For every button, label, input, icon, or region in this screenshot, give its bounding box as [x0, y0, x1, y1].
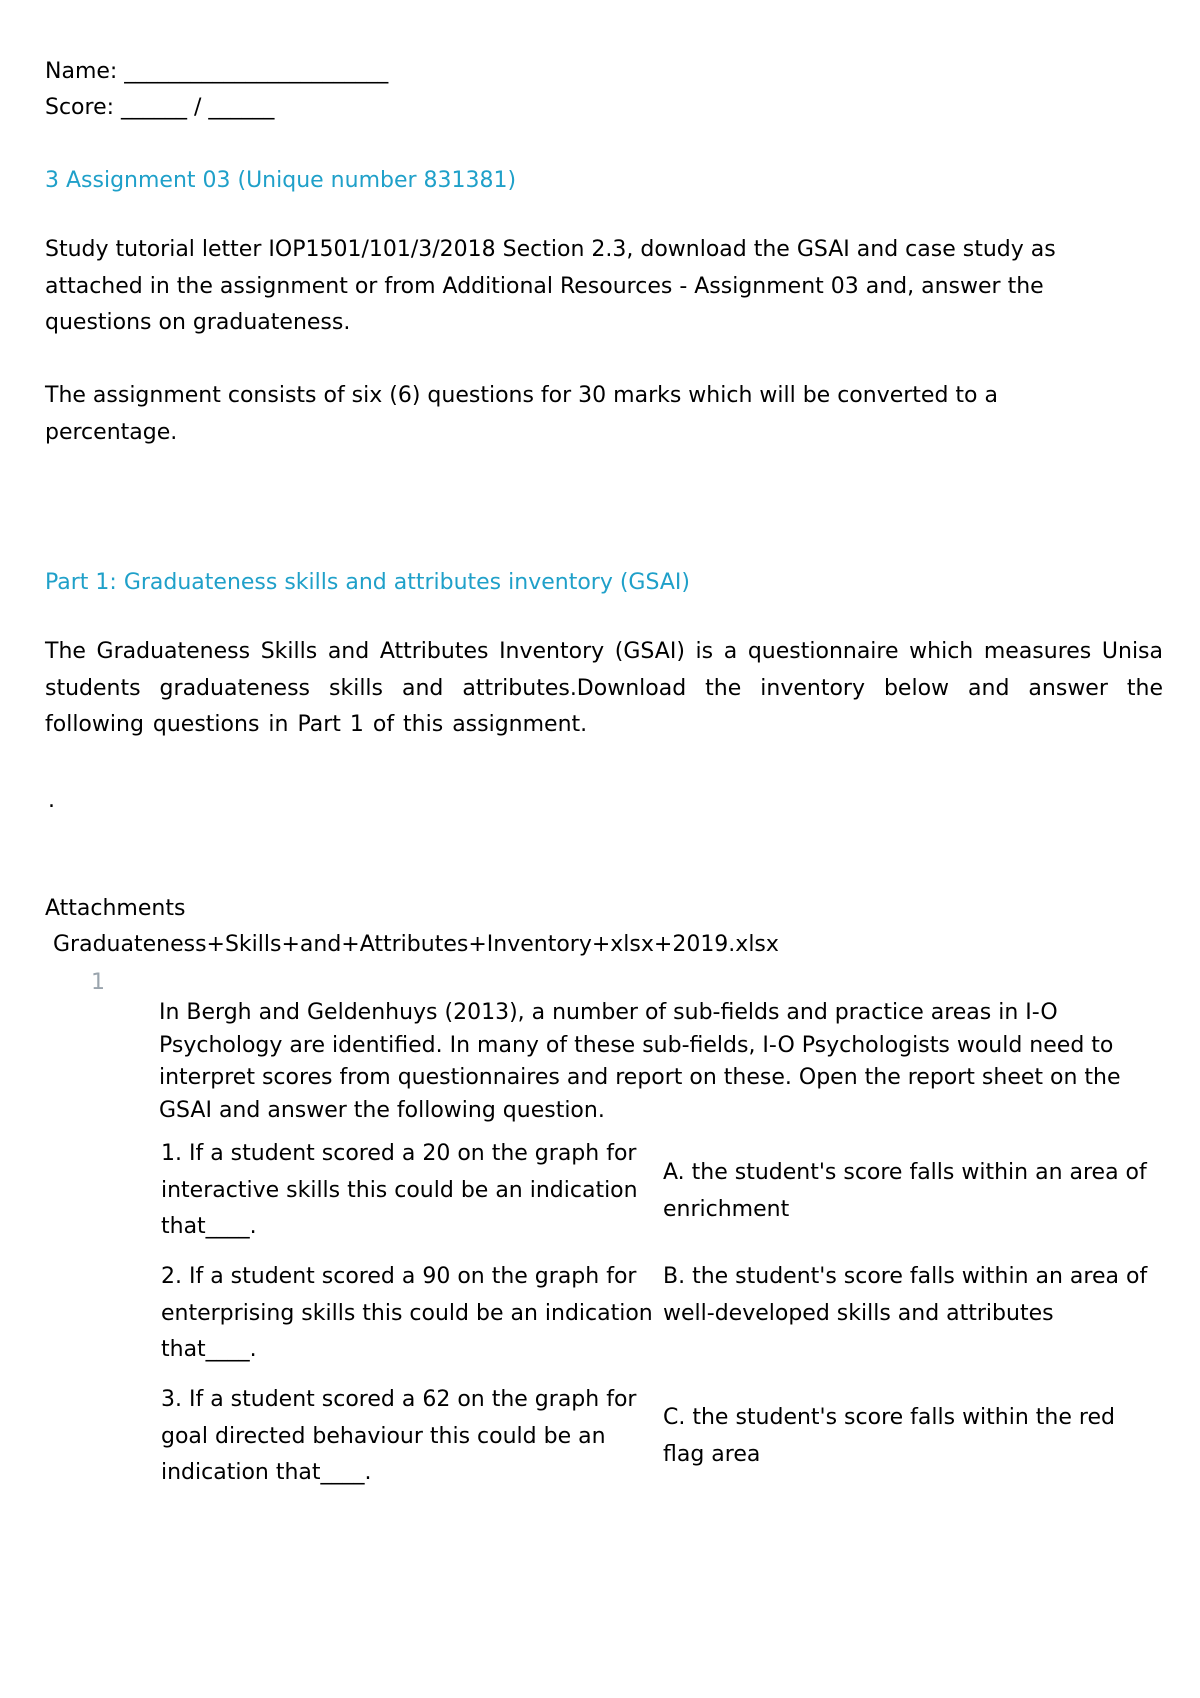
part1-description: The Graduateness Skills and Attributes Inventory (GSAI) is a questionnaire which measures Unisa students graduateness skills and attributes.Download the inventory below and answer the following questions in Part 1 of this assignment.: [45, 639, 1163, 737]
part1-title: Part 1: Graduateness skills and attributes inventory (GSAI): [45, 570, 690, 595]
question-intro: In Bergh and Geldenhuys (2013), a number of sub-fields and practice areas in I-O Psychology are identified. In many of these sub-fields, I-O Psychologists would need to interpret scores from questionnaires and report on these. Open the report sheet on the GSAI and answer the following question.: [159, 1000, 1121, 1123]
match-answer-a: A. the student's score falls within an area of enrichment: [663, 1160, 1147, 1222]
assignment-overview: The assignment consists of six (6) questions for 30 marks which will be converted to a percentage.: [45, 383, 998, 445]
match-question-1: 1. If a student scored a 20 on the graph for interactive skills this could be an indication that____.: [161, 1141, 638, 1239]
separator-dot: .: [48, 788, 55, 813]
match-question-2: 2. If a student scored a 90 on the graph for enterprising skills this could be an indication that____.: [161, 1264, 653, 1362]
attachment-link[interactable]: Graduateness+Skills+and+Attributes+Inventory+xlsx+2019.xlsx: [53, 932, 779, 957]
match-question-3: 3. If a student scored a 62 on the graph for goal directed behaviour this could be an indication that____.: [161, 1387, 637, 1485]
name-field[interactable]: Name: ________________________: [45, 59, 389, 84]
assignment-instructions: Study tutorial letter IOP1501/101/3/2018 Section 2.3, download the GSAI and case study as attached in the assignment or from Additional Resources - Assignment 03 and, answer the questions on graduateness.: [45, 237, 1056, 335]
attachments-label: Attachments: [45, 896, 186, 921]
match-answer-b: B. the student's score falls within an area of well-developed skills and attributes: [663, 1264, 1148, 1326]
score-field[interactable]: Score: ______ / ______: [45, 95, 275, 120]
question-number: 1: [91, 970, 105, 995]
assignment-title: 3 Assignment 03 (Unique number 831381): [45, 168, 517, 193]
match-answer-c: C. the student's score falls within the red flag area: [663, 1405, 1115, 1467]
